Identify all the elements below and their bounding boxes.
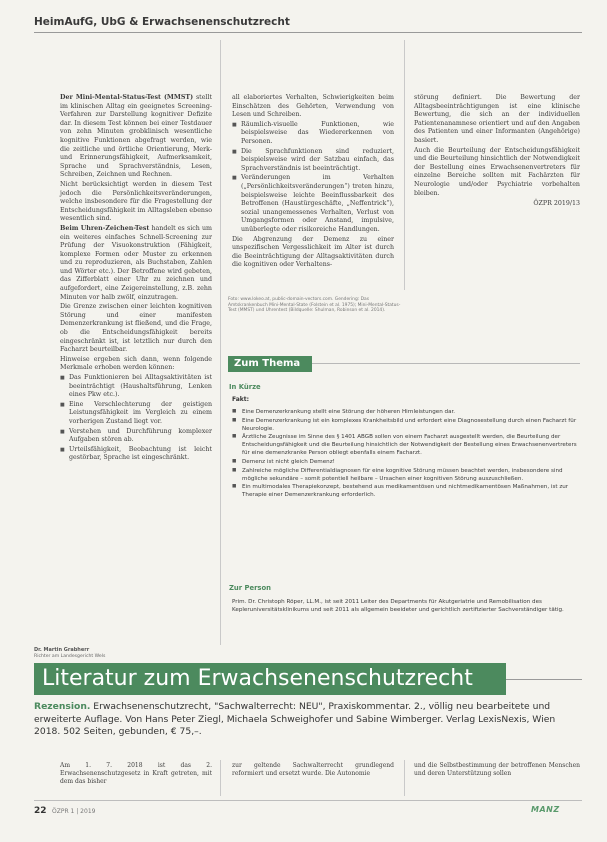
- in-kuerze-heading: In Kürze: [229, 383, 261, 391]
- image-credit: Foto: www.lokeo.at, public-domain-vectors.com. Gendering: Das Amtskrankenbuch Mini-Mental-State (Folstein et al. 1975); Mini-Mental-Status-Test (MMST) und Uhrentest (Bildquelle: Shulman, Robinson et al. 2014).: [228, 297, 401, 314]
- list-item: ■ Verstehen und Durchführung komplexer Aufgaben stören ab.: [69, 428, 212, 445]
- review-label: Rezension.: [34, 701, 91, 712]
- term-clock-test: Beim Uhren-Zeichen-Test: [60, 224, 150, 232]
- page-number: 22: [34, 806, 47, 816]
- column-divider: [404, 40, 405, 290]
- zum-thema-banner: Zum Thema: [228, 356, 312, 372]
- paragraph-clock-test: Beim Uhren-Zeichen-Test handelt es sich um ein weiteres einfaches Schnell-Screening zur Prüfung der Visuokonstruktion (Fähigkeit, komplexe Formen oder Muster zu erkennen und zu reproduzieren, als Buchstaben, Zahlen und Wörter etc.). Der Betroffene wird gebeten, das Zifferblatt einer Uhr zu zeichnen und aufgefordert, eine Zeigereinstellung, z.B. zehn Minuten vor halb zwölf, einzutragen.: [60, 224, 212, 301]
- paragraph-boundary: Die Grenze zwischen einer leichten kognitiven Störung und einer manifesten Demenzerkrankung ist fließend, und die Frage, ob die Entscheidungsfähigkeit bereits eingeschränkt ist, ist letztlich nur durch den Facharzt beurteilbar.: [60, 303, 212, 354]
- paragraph-indications: Hinweise ergeben sich dann, wenn folgende Merkmale erhoben werden können:: [60, 355, 212, 372]
- book-review: [34, 701, 582, 739]
- citation: ÖZPR 2019/13: [533, 200, 580, 208]
- facts-list: [232, 408, 580, 500]
- list-item: ■ Die Sprachfunktionen sind reduziert, beispielsweise wird der Satzbau einfach, das Sprachverständnis ist beeinträchtigt.: [241, 148, 394, 174]
- literatur-banner: Literatur zum Erwachsenenschutzrecht: [34, 663, 506, 695]
- paragraph-assessment: störung definiert. Die Bewertung der Alltagsbeeinträchtigungen ist eine klinische Bewertung, die sich an der individuellen Patientenanamnese orientiert und auf den Angaben des Patienten und einer Informanten (Angehörige) basiert.: [414, 94, 580, 144]
- zur-person-heading: Zur Person: [229, 584, 271, 592]
- list-item: ■ Zahlreiche mögliche Differentialdiagnosen für eine kognitive Störung müssen beachtet werden, insbesondere sind mögliche sekundäre – somit potentiell heilbare – Ursachen einer kognitiven Störung auszuschließen.: [242, 467, 580, 483]
- symptoms-list: [232, 121, 394, 235]
- list-item: ■ Demenz ist nicht gleich Demenz!: [242, 458, 580, 466]
- article-column-3: [414, 94, 580, 210]
- review-text: Erwachsenenschutzrecht, "Sachwalterrecht: NEU", Praxiskommentar. 2., völlig neu bearbeitete und erweiterte Auflage. Von Hans Peter Ziegl, Michaela Schweighofer und Sabine Wimberger. Verlag LexisNexis, Wien 2018. 502 Seiten, gebunden, € 75,–.: [34, 701, 556, 737]
- paragraph-differentiation: Die Abgrenzung der Demenz zu einer unspezifischen Vergesslichkeit im Alter ist durch die Beeinträchtigung der Alltagsaktivitäten durch die kognitiven oder Verhaltens-: [232, 235, 394, 269]
- author-role: Richter am Landesgericht Wels: [34, 654, 106, 659]
- list-item: ■ Ein multimodales Therapiekonzept, bestehend aus medikamentösen und nichtmedikamentösen Maßnahmen, ist zur Therapie einer Demenzerkrankung erforderlich.: [242, 483, 580, 499]
- indications-list: [60, 374, 212, 463]
- paragraph-mmst: Der Mini-Mental-Status-Test (MMST) stellt im klinischen Alltag ein geeignetes Screening-Verfahren zur Darstellung kognitiver Defizite dar. In diesem Test können bei einer Testdauer von zehn Minuten grobklinisch wesentliche kognitive Funktionen abgefragt werden, wie die zeitliche und örtliche Orientierung, Merk- und Erinnerungsfähigkeit, Aufmerksamkeit, Sprache und Sprachverständnis, Lesen, Schreiben, Zeichnen und Rechnen.: [60, 94, 212, 179]
- column-divider: [404, 760, 405, 796]
- bottom-column-2: zur geltende Sachwalterrecht grundlegend reformiert und ersetzt wurde. Die Autonomie: [232, 762, 394, 778]
- person-bio: Prim. Dr. Christoph Röper, LL.M., ist seit 2011 Leiter des Departments für Akutgeriatrie und Remobilisation des Kepleruniversitätsklinikums und seit 2011 als allgemein beeideter und gerichtlich zertifizierter Sachverständiger tätig.: [232, 599, 564, 614]
- column-divider: [220, 40, 221, 645]
- list-item: ■ Das Funktionieren bei Alltagsaktivitäten ist beeinträchtigt (Haushaltsführung, Lenken eines Pkw etc.).: [69, 374, 212, 400]
- list-item: ■ Eine Demenzerkrankung stellt eine Störung der höheren Hirnleistungen dar.: [242, 408, 580, 416]
- fakt-label: Fakt:: [232, 396, 250, 403]
- list-item: ■ Urteilsfähigkeit, Beobachtung ist leicht gestörbar, Sprache ist eingeschränkt.: [69, 446, 212, 463]
- article-column-1: [60, 94, 212, 464]
- footer-divider: [34, 800, 582, 801]
- list-item: ■ Eine Demenzerkrankung ist ein komplexes Krankheitsbild und erfordert eine Diagnosestellung durch einen Facharzt für Neurologie.: [242, 417, 580, 433]
- paragraph-continuation: all elaboriertes Verhalten, Schwierigkeiten beim Einschätzen des Gehörten, Verwendung von Lesen und Schreiben.: [232, 94, 394, 119]
- list-item: ■ Eine Verschlechterung der geistigen Leistungsfähigkeit im Vergleich zu einem vorherigen Zustand liegt vor.: [69, 401, 212, 427]
- running-header: HeimAufG, UbG & Erwachsenenschutzrecht: [34, 16, 290, 28]
- bottom-column-1: Am 1. 7. 2018 ist das 2. Erwachsenenschutzgesetz in Kraft getreten, mit dem das bisher: [60, 762, 212, 786]
- publisher-logo: MANZ: [531, 805, 560, 814]
- author-name: Dr. Martin Grabherr: [34, 647, 90, 653]
- list-item: ■ Veränderungen im Verhalten („Persönlichkeitsveränderungen“) treten hinzu, beispielsweise leichte Beeinflussbarkeit des Betroffenen (Haustürgeschäfte, „Neffentrick“), sozial unangemessenes Verhalten, Verlust von Umgangsformen oder Anstand, impulsive, unüberlegte oder risikoreiche Handlungen.: [241, 174, 394, 234]
- article-column-2: [232, 94, 394, 271]
- term-mmst: Der Mini-Mental-Status-Test (MMST): [60, 94, 194, 101]
- column-divider: [220, 760, 221, 796]
- bottom-column-3: und die Selbstbestimmung der betroffenen Menschen und deren Unterstützung sollen: [414, 762, 580, 778]
- paragraph-specialists: Auch die Beurteilung der Entscheidungsfähigkeit und die Beurteilung hinsichtlich der Notwendigkeit der Bestellung eines Erwachsenenvertreters für einzelne Bereiche sollten mit Fachärzten für Neurologie und/oder Psychiatrie vorbehalten bleiben.: [414, 146, 580, 197]
- journal-issue: ÖZPR 1 | 2019: [52, 808, 96, 815]
- header-divider: [34, 32, 582, 33]
- list-item: ■ Räumlich-visuelle Funktionen, wie beispielsweise das Wiedererkennen von Personen.: [241, 121, 394, 147]
- banner-rule: [506, 679, 582, 680]
- section-rule: [312, 363, 580, 364]
- paragraph-personality: Nicht berücksichtigt werden in diesem Test jedoch die Persönlichkeitsveränderungen, welche insbesondere für die Fragestellung der Entscheidungsfähigkeit im Alltagsleben ebenso wesentlich sind.: [60, 180, 212, 223]
- list-item: ■ Ärztliche Zeugnisse im Sinne des § 1401 ABGB sollen von einem Facharzt ausgestellt werden, die Beurteilung der Entscheidungsfähigkeit und die Beurteilung hinsichtlich der Notwendigkeit der Bestellung eines Erwachsenenvertreters für eine demenzkranke Person obliegt ebenfalls einem Facharzt.: [242, 433, 580, 457]
